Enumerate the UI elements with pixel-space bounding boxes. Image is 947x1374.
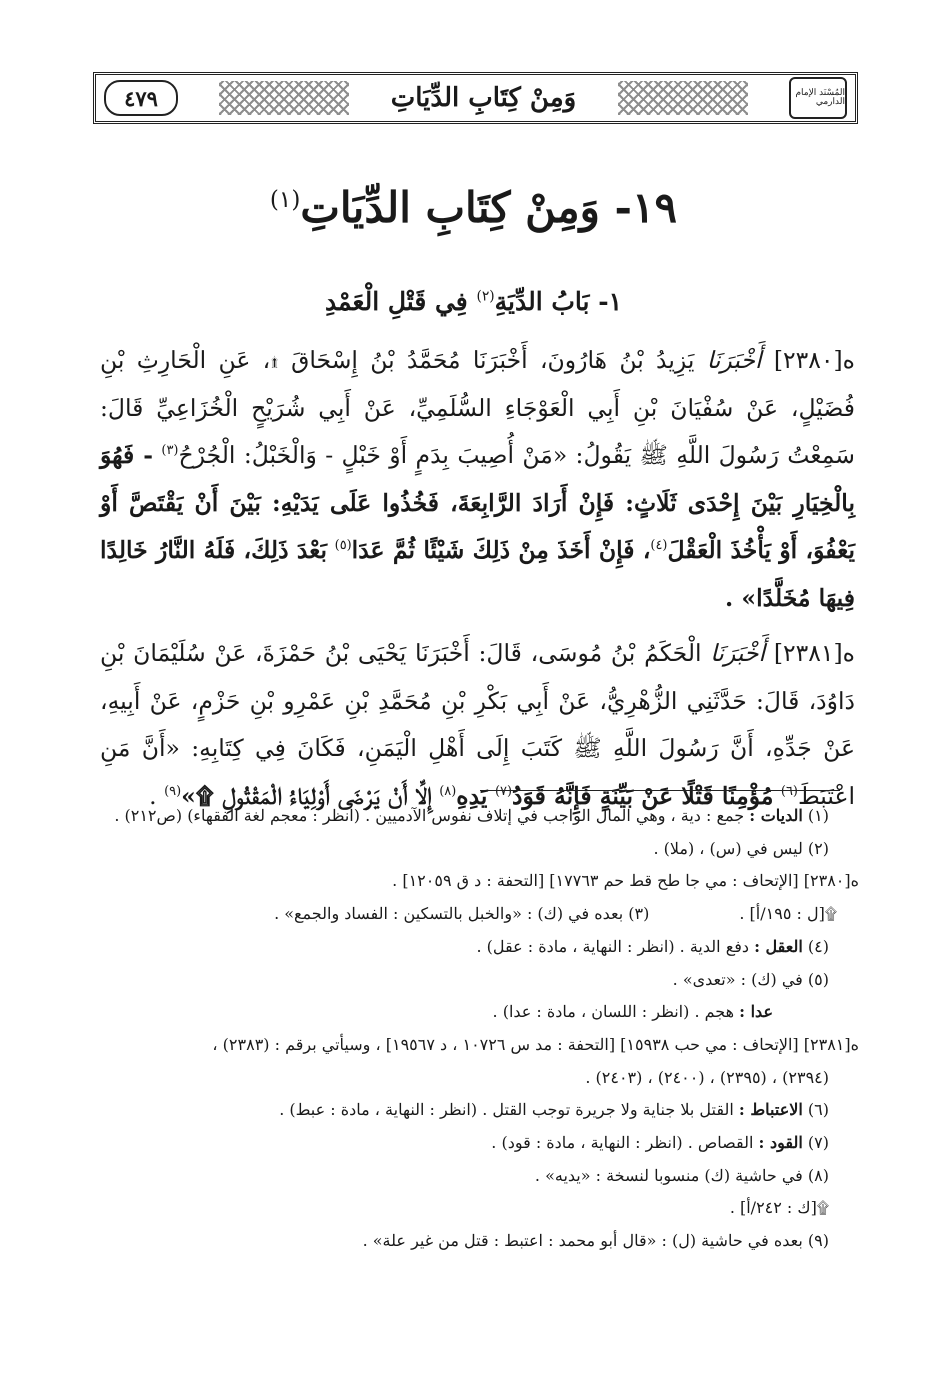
matn: ، فَإِنْ أَخَذَ مِنْ ذَلِكَ شَيْئًا ثُمَّ عَدَا xyxy=(351,536,651,564)
matn: مُؤْمِنًا قَتْلًا عَنْ بَيِّنَةٍ فَإِنَّهُ قَوَدُ xyxy=(512,781,774,810)
hadith-2381 xyxy=(100,630,855,820)
footnote-term: الديات : xyxy=(749,806,803,825)
footnote-4 xyxy=(100,931,859,964)
chapter-title xyxy=(0,287,947,316)
hadith-number: ه[٢٣٨١] xyxy=(773,639,855,667)
matn: بَعْدَ ذَلِكَ، فَلَهُ النَّارُ خَالِدًا فِيهَا مُخَلَّدًا» . xyxy=(100,536,855,612)
page-number: ٤٧٩ xyxy=(104,80,178,116)
footnote-term: القود : xyxy=(758,1133,803,1153)
footnote-ref-8: (٨) xyxy=(439,783,457,799)
book-title xyxy=(0,183,947,232)
footnote-ref-7: (٧) xyxy=(494,783,512,799)
footnote-term: الاعتباط : xyxy=(738,1100,803,1120)
matn: - فَهُوَ بِالْخِيَارِ بَيْنَ إِحْدَى ثَلَاثٍ: فَإِنْ أَرَادَ الرَّابِعَةَ، فَخُذُوا عَلَى يَدَيْهِ: بَيْنَ أَنْ يَقْتَصَّ أَوْ يَعْفُوَ، أَوْ يَأْخُذَ الْعَقْلَ xyxy=(100,441,855,564)
footnote-ref-6: (٦) xyxy=(780,783,798,799)
footnote-number: (٦) xyxy=(807,1100,829,1120)
footnote-text: دفع الدية . (انظر : النهاية ، مادة : عقل) . xyxy=(476,936,749,956)
takhrij-2380: ه[٢٣٨٠] [الإتحاف : مي جا طح قط حم ١٧٧٦٣] [التحفة : د ق ١٢٠٥٩] . xyxy=(392,871,859,891)
footnote-5: (٥) في (ك) : «تعدى» . xyxy=(672,969,829,989)
narration-word: أَخْبَرَنَا xyxy=(706,346,762,374)
footnote-6 xyxy=(100,1094,859,1127)
running-header xyxy=(93,72,858,124)
header-ornament-left xyxy=(219,81,349,115)
footnote-number: (٤) xyxy=(807,936,829,956)
takhrij-2381-cont: (٢٣٩٤) ، (٢٣٩٥) ، (٢٤٠٠) ، (٢٤٠٣) . xyxy=(585,1067,829,1087)
book-number: ١٩- xyxy=(614,183,678,232)
manuscript-ref-2380: ۩[ل : ١٩٥/أ] . xyxy=(739,904,837,924)
seal-text: المُسْنَد الإمام الدارمي xyxy=(795,88,845,107)
footnote-ref-3: (٣) xyxy=(161,443,179,459)
footnote-text: هجم . (انظر : اللسان ، مادة : عدا) . xyxy=(492,1002,735,1022)
footnote-text: القتل بلا جناية ولا جريرة توجب القتل . (انظر : النهاية ، مادة : عبط) . xyxy=(279,1100,734,1120)
chapter-title-text-a: بَابُ الدِّيَةِ xyxy=(494,287,590,316)
end-dot: . xyxy=(149,781,157,810)
manuscript-ref-2381: ۩[ك : ٢٤٢/أ] . xyxy=(729,1198,829,1218)
footnote-text: جمع : دية ، وهي المال الواجب في إتلاف نفوس الآدميين . (انظر : معجم لغة الفقهاء) (ص٢١٢) . xyxy=(114,806,745,825)
footnote-ref-5: (٥) xyxy=(334,538,352,554)
footnote-5-gloss xyxy=(100,996,859,1029)
footnote-separator xyxy=(480,790,840,791)
running-title: وَمِنْ كِتَابِ الدِّيَاتِ xyxy=(390,83,577,113)
footnote-ref-4: (٤) xyxy=(650,538,668,554)
footnote-term: العقل : xyxy=(754,936,803,956)
footnote-ref-1: (١) xyxy=(269,187,301,213)
footnote-1 xyxy=(100,800,859,833)
footnote-8: (٨) في حاشية (ك) منسوبا لنسخة : «يديه» . xyxy=(534,1165,829,1185)
footnote-term: عدا : xyxy=(739,1002,773,1022)
matn: إِلَّا أَنْ يَرْضَى أَوْلِيَاءُ الْمَقْتُولِ ۩» xyxy=(181,781,432,810)
isnad: يَزِيدُ بْنُ هَارُونَ، أَخْبَرَنَا مُحَمَّدُ بْنُ إِسْحَاقَ ۩، عَنِ الْحَارِثِ بْنِ فُضَيْلٍ، عَنْ سُفْيَانَ بْنِ أَبِي الْعَوْجَاءِ السُّلَمِيِّ، عَنْ أَبِي شُرَيْحٍ الْخُزَاعِيِّ قَالَ: سَمِعْتُ رَسُولَ اللَّهِ ﷺ يَقُولُ: «مَنْ أُصِيبَ بِدَمٍ أَوْ خَبْلٍ - وَالْخَبْلُ: الْجُرْحُ xyxy=(100,346,855,469)
book-title-text: وَمِنْ كِتَابِ الدِّيَاتِ xyxy=(300,183,600,232)
hadith-number: ه[٢٣٨٠] xyxy=(773,346,855,374)
footnote-3: (٣) بعده في (ك) : «والخبل بالتسكين : الفساد والجمع» . xyxy=(274,904,650,924)
footnote-row-3 xyxy=(100,898,859,931)
footnote-number: (١) xyxy=(807,806,829,825)
header-center xyxy=(391,83,576,113)
matn: يَدِهِ xyxy=(456,781,488,810)
isnad: الْحَكَمُ بْنُ مُوسَى، قَالَ: أَخْبَرَنَا يَحْيَى بْنُ حَمْزَةَ، عَنْ سُلَيْمَانَ بْنِ دَاوُدَ، قَالَ: حَدَّثَنِي الزُّهْرِيُّ، عَنْ أَبِي بَكْرِ بْنِ مُحَمَّدِ بْنِ عَمْرِو بْنِ حَزْمٍ، عَنْ أَبِيهِ، عَنْ جَدِّهِ، أَنَّ رَسُولَ اللَّهِ ﷺ كَتَبَ إِلَى أَهْلِ الْيَمَنِ، فَكَانَ فِي كِتَابِهِ: «أَنَّ مَنِ اعْتَبَطَ xyxy=(100,639,855,810)
header-ornament-right xyxy=(618,81,748,115)
footnote-number: (٧) xyxy=(807,1133,829,1153)
chapter-number: ١- xyxy=(598,287,623,316)
footnote-ref-9: (٩) xyxy=(164,783,182,799)
footnote-ref-2: (٢) xyxy=(476,288,495,305)
main-text xyxy=(100,337,855,828)
footnote-7 xyxy=(100,1127,859,1160)
chapter-title-text-b: فِي قَتْلِ الْعَمْدِ xyxy=(324,287,468,316)
takhrij-2381: ه[٢٣٨١] [الإتحاف : مي حب ١٥٩٣٨] [التحفة : مد س ١٠٧٢٦ ، د ١٩٥٦٧] ، وسيأتي برقم : (٢٣٨٣) ، xyxy=(212,1034,859,1054)
footnote-text: القصاص . (انظر : النهاية ، مادة : قود) . xyxy=(491,1133,754,1153)
footnote-9: (٩) بعده في حاشية (ل) : «قال أبو محمد : اعتبط : قتل من غير علة» . xyxy=(362,1231,829,1251)
publisher-seal xyxy=(789,77,847,119)
narration-word: أَخْبَرَنَا xyxy=(710,639,766,667)
hadith-2380 xyxy=(100,337,855,622)
footnote-2: (٢) ليس في (س) ، (ملا) . xyxy=(653,838,829,858)
footnotes xyxy=(100,800,859,1258)
